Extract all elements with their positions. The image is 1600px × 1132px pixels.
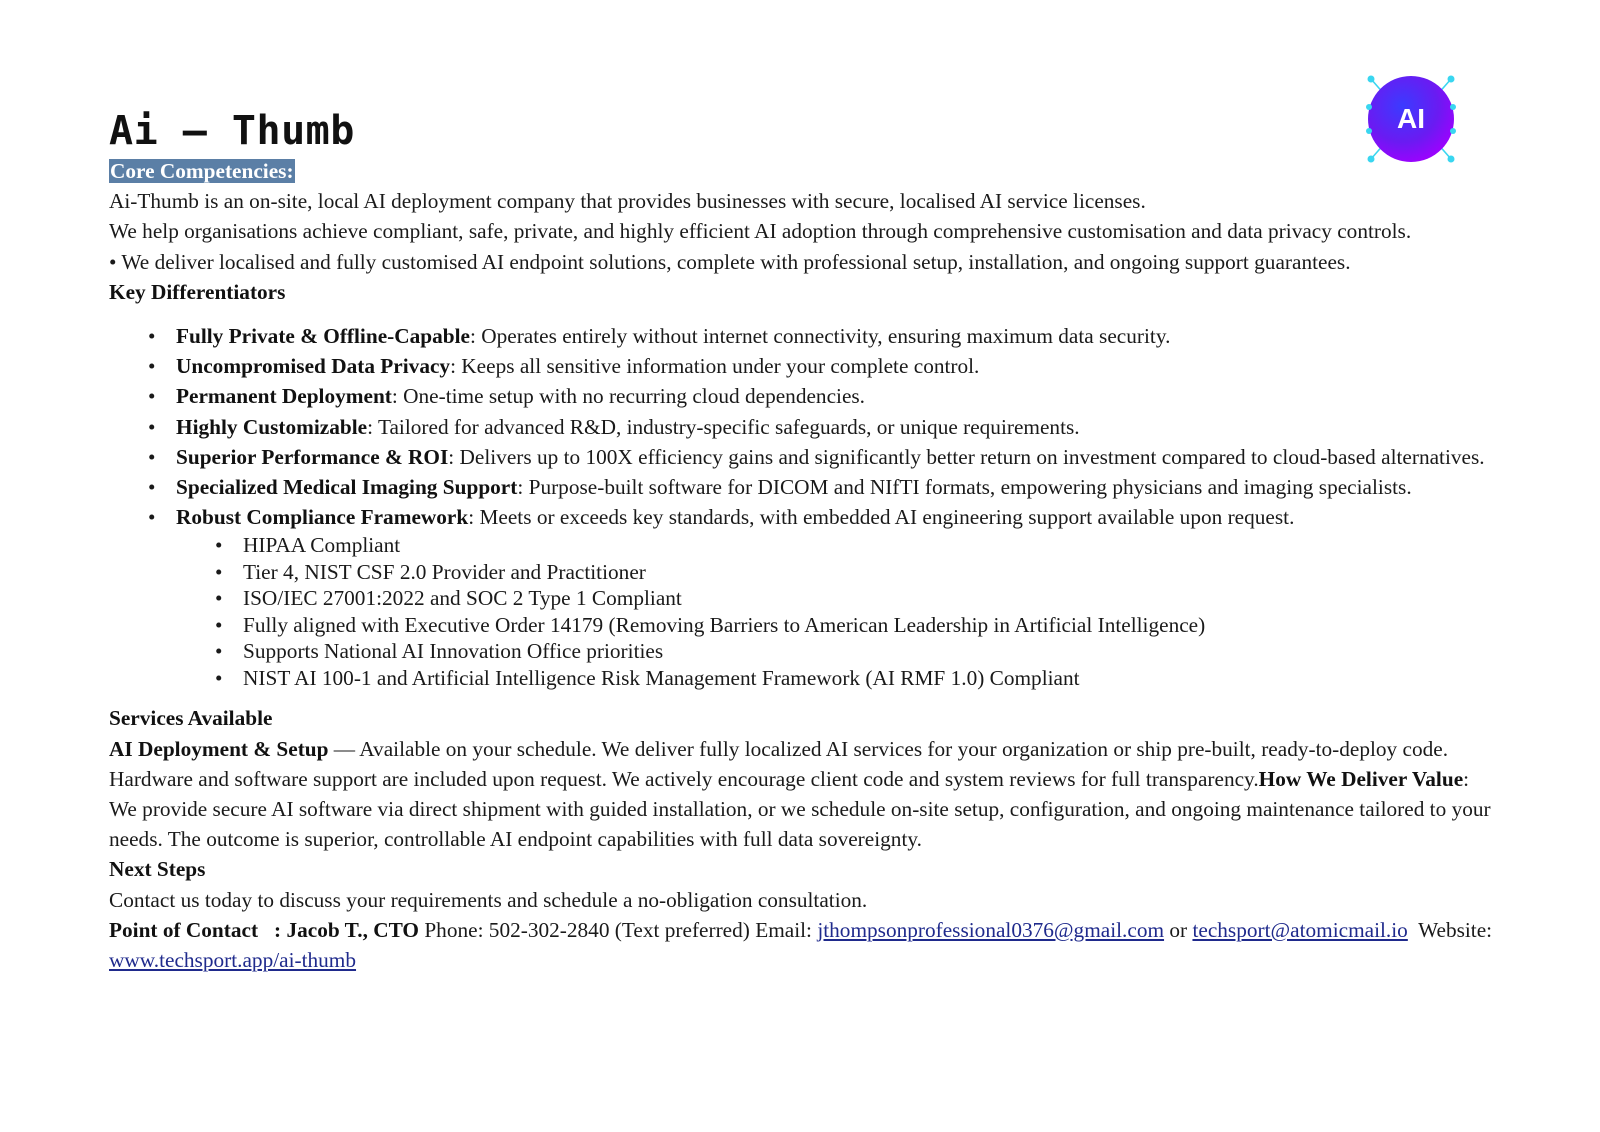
contact-phone: Phone: 502-302-2840 (Text preferred) Email: xyxy=(419,917,818,942)
item-label: Fully Private & Offline-Capable xyxy=(176,324,470,349)
deployment-label: AI Deployment & Setup xyxy=(109,736,329,761)
item-text: : Purpose-built software for DICOM and NIfTI formats, empowering physicians and imaging specialists. xyxy=(517,475,1412,500)
contact-paragraph: Point of Contact : Jacob T., CTO Phone: 502-302-2840 (Text preferred) Email: jthompsonprofessional0376@gmail.com or techsport@atomicmail.io Website: www.techsport.app/ai-thumb xyxy=(109,917,1493,973)
delivery-paragraph: We provide secure AI software via direct shipment with guided installation, or we schedule on-site setup, configuration, and ongoing maintenance tailored to your needs. The outcome is superior, controllable AI endpoint capabilities with full data sovereignty. xyxy=(109,797,1491,852)
item-text: : Meets or exceeds key standards, with embedded AI engineering support available upon request. xyxy=(468,505,1295,530)
item-label: Highly Customizable xyxy=(176,414,368,439)
item-label: Permanent Deployment xyxy=(176,384,392,409)
item-text: : Keeps all sensitive information under your complete control. xyxy=(450,354,980,379)
list-item xyxy=(176,442,1509,472)
compliance-item: • Fully aligned with Executive Order 14179 (Removing Barriers to American Leadership in Artificial Intelligence) xyxy=(243,612,1509,639)
contact-label: Point of Contact : Jacob T., CTO xyxy=(109,917,419,942)
list-item xyxy=(176,351,1509,381)
item-label: Uncompromised Data Privacy xyxy=(176,354,451,379)
core-paragraph-2: We help organisations achieve compliant, safe, private, and highly efficient AI adoption through comprehensive customisation and data privacy controls. xyxy=(109,219,1412,244)
item-label: Specialized Medical Imaging Support xyxy=(176,475,518,500)
item-label: Robust Compliance Framework xyxy=(176,505,469,530)
key-differentiators-heading: Key Differentiators xyxy=(109,279,286,304)
email-link-secondary[interactable]: techsport@atomicmail.io xyxy=(1192,917,1408,942)
core-heading-line xyxy=(109,156,1509,186)
services-heading: Services Available xyxy=(109,706,273,731)
compliance-item: • NIST AI 100-1 and Artificial Intelligence Risk Management Framework (AI RMF 1.0) Compliant xyxy=(243,665,1509,692)
differentiators-list xyxy=(109,321,1509,691)
core-competencies-heading: Core Competencies: xyxy=(110,159,294,183)
compliance-item: • ISO/IEC 27001:2022 and SOC 2 Type 1 Compliant xyxy=(243,585,1509,612)
ai-circuit-logo-icon xyxy=(1361,69,1461,169)
how-we-deliver-label: How We Deliver Value xyxy=(1258,766,1464,791)
item-label: Superior Performance & ROI xyxy=(176,444,449,469)
logo-text: AI xyxy=(1397,103,1425,134)
document-body xyxy=(109,156,1509,975)
compliance-item: • Tier 4, NIST CSF 2.0 Provider and Practitioner xyxy=(243,559,1509,586)
item-text: : Delivers up to 100X efficiency gains and significantly better return on investment compared to cloud-based alternatives. xyxy=(448,444,1485,469)
document-title: Ai – Thumb xyxy=(109,108,355,154)
email-link-primary[interactable]: jthompsonprofessional0376@gmail.com xyxy=(817,917,1165,942)
item-text: : One-time setup with no recurring cloud dependencies. xyxy=(391,384,866,409)
list-item xyxy=(176,472,1509,502)
core-paragraph-1: Ai-Thumb is an on-site, local AI deployment company that provides businesses with secure, localised AI service licenses. xyxy=(109,189,1146,214)
compliance-item: • HIPAA Compliant xyxy=(243,532,1509,559)
item-text: : Operates entirely without internet connectivity, ensuring maximum data security. xyxy=(469,324,1171,349)
item-text: : Tailored for advanced R&D, industry-specific safeguards, or unique requirements. xyxy=(367,414,1080,439)
deployment-paragraph: AI Deployment & Setup — Available on your schedule. We deliver fully localized AI services for your organization or ship pre-built, ready-to-deploy code. Hardware and software support are included upon request. We actively encourage client code and system reviews for full transparency.How We Deliver Value: xyxy=(109,736,1470,791)
list-item xyxy=(176,381,1509,411)
next-steps-heading: Next Steps xyxy=(109,857,206,882)
list-item xyxy=(176,502,1509,691)
deployment-text: — Available on your schedule. We deliver fully localized AI services for your organization or ship pre-built, ready-to-deploy code. Hardware and software support are included upon request. We actively encourage client code and system reviews for full transparency. xyxy=(109,736,1449,791)
list-item xyxy=(176,321,1509,351)
next-steps-text: Contact us today to discuss your requirements and schedule a no-obligation consultation. xyxy=(109,887,868,912)
website-link[interactable]: www.techsport.app/ai-thumb xyxy=(109,948,357,973)
list-item xyxy=(176,412,1509,442)
compliance-item: • Supports National AI Innovation Office priorities xyxy=(243,638,1509,665)
core-paragraph-3: • We deliver localised and fully customised AI endpoint solutions, complete with professional setup, installation, and ongoing support guarantees. xyxy=(109,249,1351,274)
compliance-list xyxy=(176,532,1509,691)
